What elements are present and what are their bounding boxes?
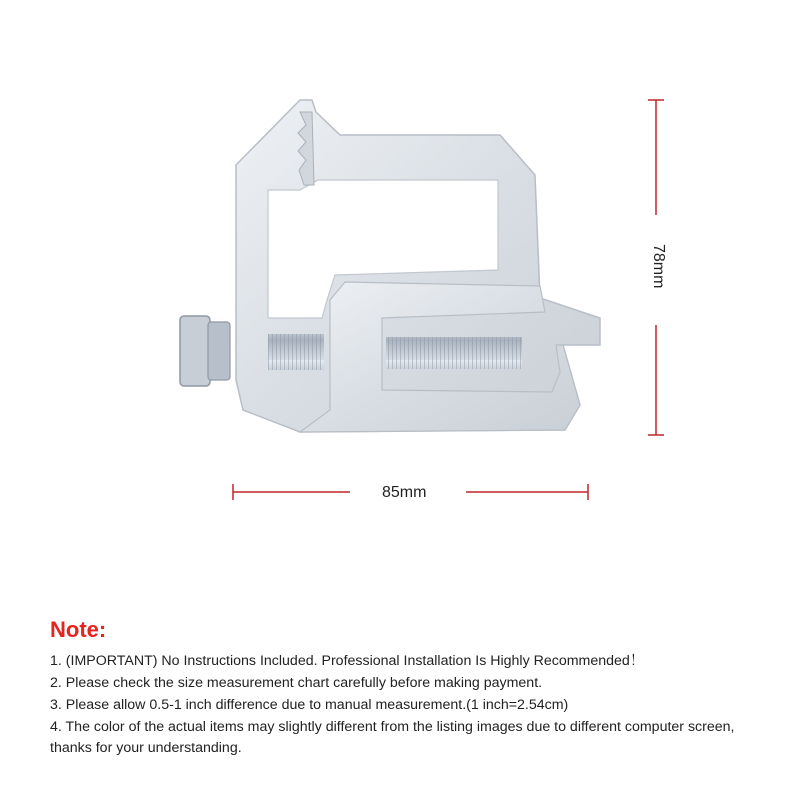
- note-item: 3. Please allow 0.5-1 inch difference due to manual measurement.(1 inch=2.54cm): [50, 697, 569, 713]
- height-dimension-label: 78mm: [650, 244, 667, 289]
- note-title: Note:: [50, 617, 107, 642]
- width-dimension-label: 85mm: [382, 484, 427, 501]
- note-item: 2. Please check the size measurement chart carefully before making payment.: [50, 675, 543, 691]
- note-list: [50, 651, 780, 759]
- note-item: 4. The color of the actual items may slightly different from the listing images due to different computer screen, thanks for your understanding.: [50, 719, 735, 756]
- clamp-body: [236, 100, 600, 432]
- note-item: 1. (IMPORTANT) No Instructions Included. Professional Installation Is Highly Recommended！: [50, 653, 645, 669]
